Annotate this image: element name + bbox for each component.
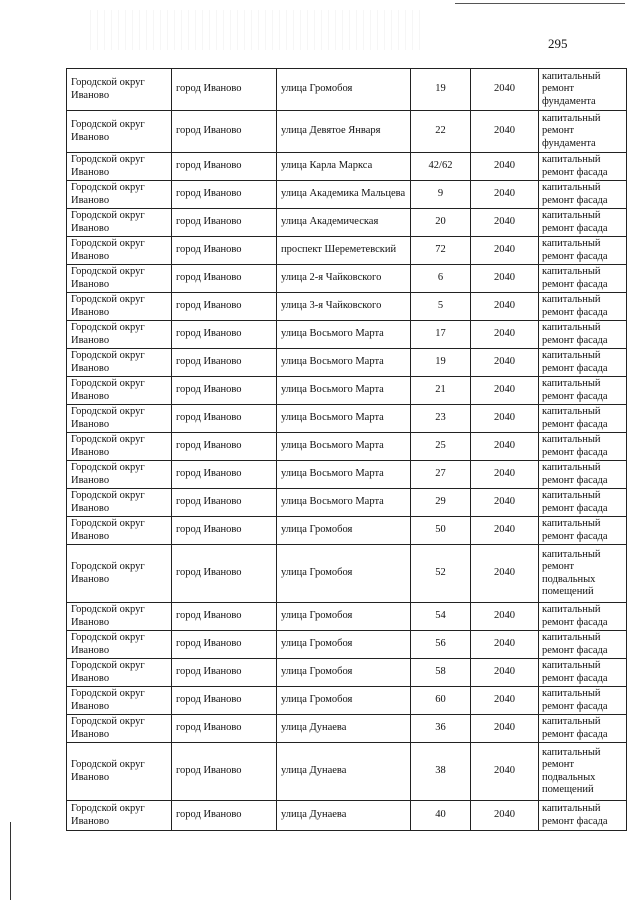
table-row: [67, 377, 627, 405]
house-number-cell: 20: [411, 209, 471, 237]
scan-noise: [90, 10, 420, 50]
table-row: [67, 489, 627, 517]
house-number-cell: 19: [411, 69, 471, 111]
house-number-cell: 29: [411, 489, 471, 517]
year-cell: 2040: [471, 69, 539, 111]
district-cell: Городской округ Иваново: [67, 321, 172, 349]
city-cell: город Иваново: [172, 321, 277, 349]
table-row: [67, 181, 627, 209]
district-cell: Городской округ Иваново: [67, 631, 172, 659]
district-cell: Городской округ Иваново: [67, 433, 172, 461]
city-cell: город Иваново: [172, 687, 277, 715]
house-number-cell: 54: [411, 603, 471, 631]
city-cell: город Иваново: [172, 111, 277, 153]
work-type-cell: капитальный ремонт фундамента: [539, 69, 627, 111]
city-cell: город Иваново: [172, 489, 277, 517]
year-cell: 2040: [471, 517, 539, 545]
house-number-cell: 36: [411, 715, 471, 743]
district-cell: Городской округ Иваново: [67, 687, 172, 715]
table-row: [67, 153, 627, 181]
city-cell: город Иваново: [172, 603, 277, 631]
year-cell: 2040: [471, 111, 539, 153]
work-type-cell: капитальный ремонт фасада: [539, 715, 627, 743]
city-cell: город Иваново: [172, 743, 277, 801]
district-cell: Городской округ Иваново: [67, 265, 172, 293]
house-number-cell: 17: [411, 321, 471, 349]
table-row: [67, 743, 627, 801]
street-cell: улица Восьмого Марта: [277, 433, 411, 461]
work-type-cell: капитальный ремонт фасада: [539, 603, 627, 631]
work-type-cell: капитальный ремонт фасада: [539, 209, 627, 237]
district-cell: Городской округ Иваново: [67, 545, 172, 603]
city-cell: город Иваново: [172, 209, 277, 237]
scan-margin-mark: [10, 822, 11, 900]
street-cell: улица Восьмого Марта: [277, 377, 411, 405]
table-row: [67, 801, 627, 831]
district-cell: Городской округ Иваново: [67, 517, 172, 545]
city-cell: город Иваново: [172, 545, 277, 603]
table-row: [67, 209, 627, 237]
city-cell: город Иваново: [172, 237, 277, 265]
city-cell: город Иваново: [172, 405, 277, 433]
district-cell: Городской округ Иваново: [67, 111, 172, 153]
city-cell: город Иваново: [172, 517, 277, 545]
house-number-cell: 42/62: [411, 153, 471, 181]
house-number-cell: 38: [411, 743, 471, 801]
year-cell: 2040: [471, 181, 539, 209]
year-cell: 2040: [471, 603, 539, 631]
table-row: [67, 517, 627, 545]
district-cell: Городской округ Иваново: [67, 69, 172, 111]
work-type-cell: капитальный ремонт фасада: [539, 631, 627, 659]
city-cell: город Иваново: [172, 715, 277, 743]
year-cell: 2040: [471, 405, 539, 433]
city-cell: город Иваново: [172, 293, 277, 321]
table-row: [67, 237, 627, 265]
house-number-cell: 72: [411, 237, 471, 265]
year-cell: 2040: [471, 153, 539, 181]
table-row: [67, 433, 627, 461]
work-type-cell: капитальный ремонт фасада: [539, 517, 627, 545]
work-type-cell: капитальный ремонт фасада: [539, 801, 627, 831]
table-row: [67, 265, 627, 293]
house-number-cell: 21: [411, 377, 471, 405]
district-cell: Городской округ Иваново: [67, 489, 172, 517]
city-cell: город Иваново: [172, 433, 277, 461]
street-cell: улица Громобоя: [277, 69, 411, 111]
street-cell: улица Восьмого Марта: [277, 349, 411, 377]
year-cell: 2040: [471, 659, 539, 687]
house-number-cell: 56: [411, 631, 471, 659]
work-type-cell: капитальный ремонт фасада: [539, 153, 627, 181]
year-cell: 2040: [471, 631, 539, 659]
work-type-cell: капитальный ремонт фасада: [539, 687, 627, 715]
district-cell: Городской округ Иваново: [67, 743, 172, 801]
work-type-cell: капитальный ремонт фасада: [539, 461, 627, 489]
year-cell: 2040: [471, 545, 539, 603]
year-cell: 2040: [471, 433, 539, 461]
table-row: [67, 659, 627, 687]
street-cell: улица Громобоя: [277, 687, 411, 715]
table-row: [67, 405, 627, 433]
district-cell: Городской округ Иваново: [67, 659, 172, 687]
table-row: [67, 545, 627, 603]
district-cell: Городской округ Иваново: [67, 153, 172, 181]
year-cell: 2040: [471, 237, 539, 265]
table-row: [67, 687, 627, 715]
street-cell: улица Дунаева: [277, 801, 411, 831]
table-row: [67, 321, 627, 349]
work-type-cell: капитальный ремонт фундамента: [539, 111, 627, 153]
work-type-cell: капитальный ремонт фасада: [539, 433, 627, 461]
street-cell: улица Громобоя: [277, 517, 411, 545]
table-row: [67, 631, 627, 659]
street-cell: улица Академическая: [277, 209, 411, 237]
street-cell: улица Восьмого Марта: [277, 489, 411, 517]
scan-top-line: [455, 3, 625, 4]
street-cell: улица Восьмого Марта: [277, 461, 411, 489]
year-cell: 2040: [471, 461, 539, 489]
house-number-cell: 52: [411, 545, 471, 603]
year-cell: 2040: [471, 293, 539, 321]
house-number-cell: 6: [411, 265, 471, 293]
city-cell: город Иваново: [172, 461, 277, 489]
work-type-cell: капитальный ремонт фасада: [539, 181, 627, 209]
street-cell: улица Громобоя: [277, 545, 411, 603]
district-cell: Городской округ Иваново: [67, 715, 172, 743]
house-number-cell: 60: [411, 687, 471, 715]
district-cell: Городской округ Иваново: [67, 237, 172, 265]
district-cell: Городской округ Иваново: [67, 181, 172, 209]
district-cell: Городской округ Иваново: [67, 349, 172, 377]
house-number-cell: 27: [411, 461, 471, 489]
table-row: [67, 349, 627, 377]
work-type-cell: капитальный ремонт подвальных помещений: [539, 743, 627, 801]
house-number-cell: 5: [411, 293, 471, 321]
table-row: [67, 715, 627, 743]
street-cell: улица 3-я Чайковского: [277, 293, 411, 321]
street-cell: улица 2-я Чайковского: [277, 265, 411, 293]
street-cell: улица Дунаева: [277, 715, 411, 743]
work-type-cell: капитальный ремонт фасада: [539, 321, 627, 349]
work-type-cell: капитальный ремонт фасада: [539, 377, 627, 405]
year-cell: 2040: [471, 209, 539, 237]
work-type-cell: капитальный ремонт фасада: [539, 405, 627, 433]
year-cell: 2040: [471, 265, 539, 293]
year-cell: 2040: [471, 687, 539, 715]
year-cell: 2040: [471, 743, 539, 801]
street-cell: улица Громобоя: [277, 659, 411, 687]
table-row: [67, 603, 627, 631]
year-cell: 2040: [471, 349, 539, 377]
house-number-cell: 22: [411, 111, 471, 153]
district-cell: Городской округ Иваново: [67, 801, 172, 831]
district-cell: Городской округ Иваново: [67, 293, 172, 321]
district-cell: Городской округ Иваново: [67, 405, 172, 433]
house-number-cell: 25: [411, 433, 471, 461]
table-row: [67, 111, 627, 153]
table-row: [67, 293, 627, 321]
work-type-cell: капитальный ремонт фасада: [539, 237, 627, 265]
street-cell: улица Карла Маркса: [277, 153, 411, 181]
city-cell: город Иваново: [172, 265, 277, 293]
district-cell: Городской округ Иваново: [67, 603, 172, 631]
house-number-cell: 40: [411, 801, 471, 831]
table-row: [67, 461, 627, 489]
house-number-cell: 23: [411, 405, 471, 433]
city-cell: город Иваново: [172, 349, 277, 377]
work-type-cell: капитальный ремонт фасада: [539, 659, 627, 687]
year-cell: 2040: [471, 489, 539, 517]
house-number-cell: 50: [411, 517, 471, 545]
year-cell: 2040: [471, 715, 539, 743]
city-cell: город Иваново: [172, 181, 277, 209]
city-cell: город Иваново: [172, 69, 277, 111]
page-number: 295: [548, 36, 568, 51]
street-cell: улица Восьмого Марта: [277, 405, 411, 433]
repair-schedule-table: [66, 68, 627, 831]
city-cell: город Иваново: [172, 659, 277, 687]
city-cell: город Иваново: [172, 377, 277, 405]
table-row: [67, 69, 627, 111]
street-cell: улица Громобоя: [277, 631, 411, 659]
work-type-cell: капитальный ремонт фасада: [539, 349, 627, 377]
work-type-cell: капитальный ремонт фасада: [539, 293, 627, 321]
house-number-cell: 9: [411, 181, 471, 209]
city-cell: город Иваново: [172, 631, 277, 659]
district-cell: Городской округ Иваново: [67, 377, 172, 405]
house-number-cell: 19: [411, 349, 471, 377]
work-type-cell: капитальный ремонт фасада: [539, 265, 627, 293]
street-cell: проспект Шереметевский: [277, 237, 411, 265]
district-cell: Городской округ Иваново: [67, 461, 172, 489]
work-type-cell: капитальный ремонт фасада: [539, 489, 627, 517]
street-cell: улица Дунаева: [277, 743, 411, 801]
year-cell: 2040: [471, 321, 539, 349]
work-type-cell: капитальный ремонт подвальных помещений: [539, 545, 627, 603]
year-cell: 2040: [471, 801, 539, 831]
street-cell: улица Восьмого Марта: [277, 321, 411, 349]
district-cell: Городской округ Иваново: [67, 209, 172, 237]
street-cell: улица Девятое Января: [277, 111, 411, 153]
year-cell: 2040: [471, 377, 539, 405]
street-cell: улица Громобоя: [277, 603, 411, 631]
house-number-cell: 58: [411, 659, 471, 687]
street-cell: улица Академика Мальцева: [277, 181, 411, 209]
city-cell: город Иваново: [172, 153, 277, 181]
city-cell: город Иваново: [172, 801, 277, 831]
